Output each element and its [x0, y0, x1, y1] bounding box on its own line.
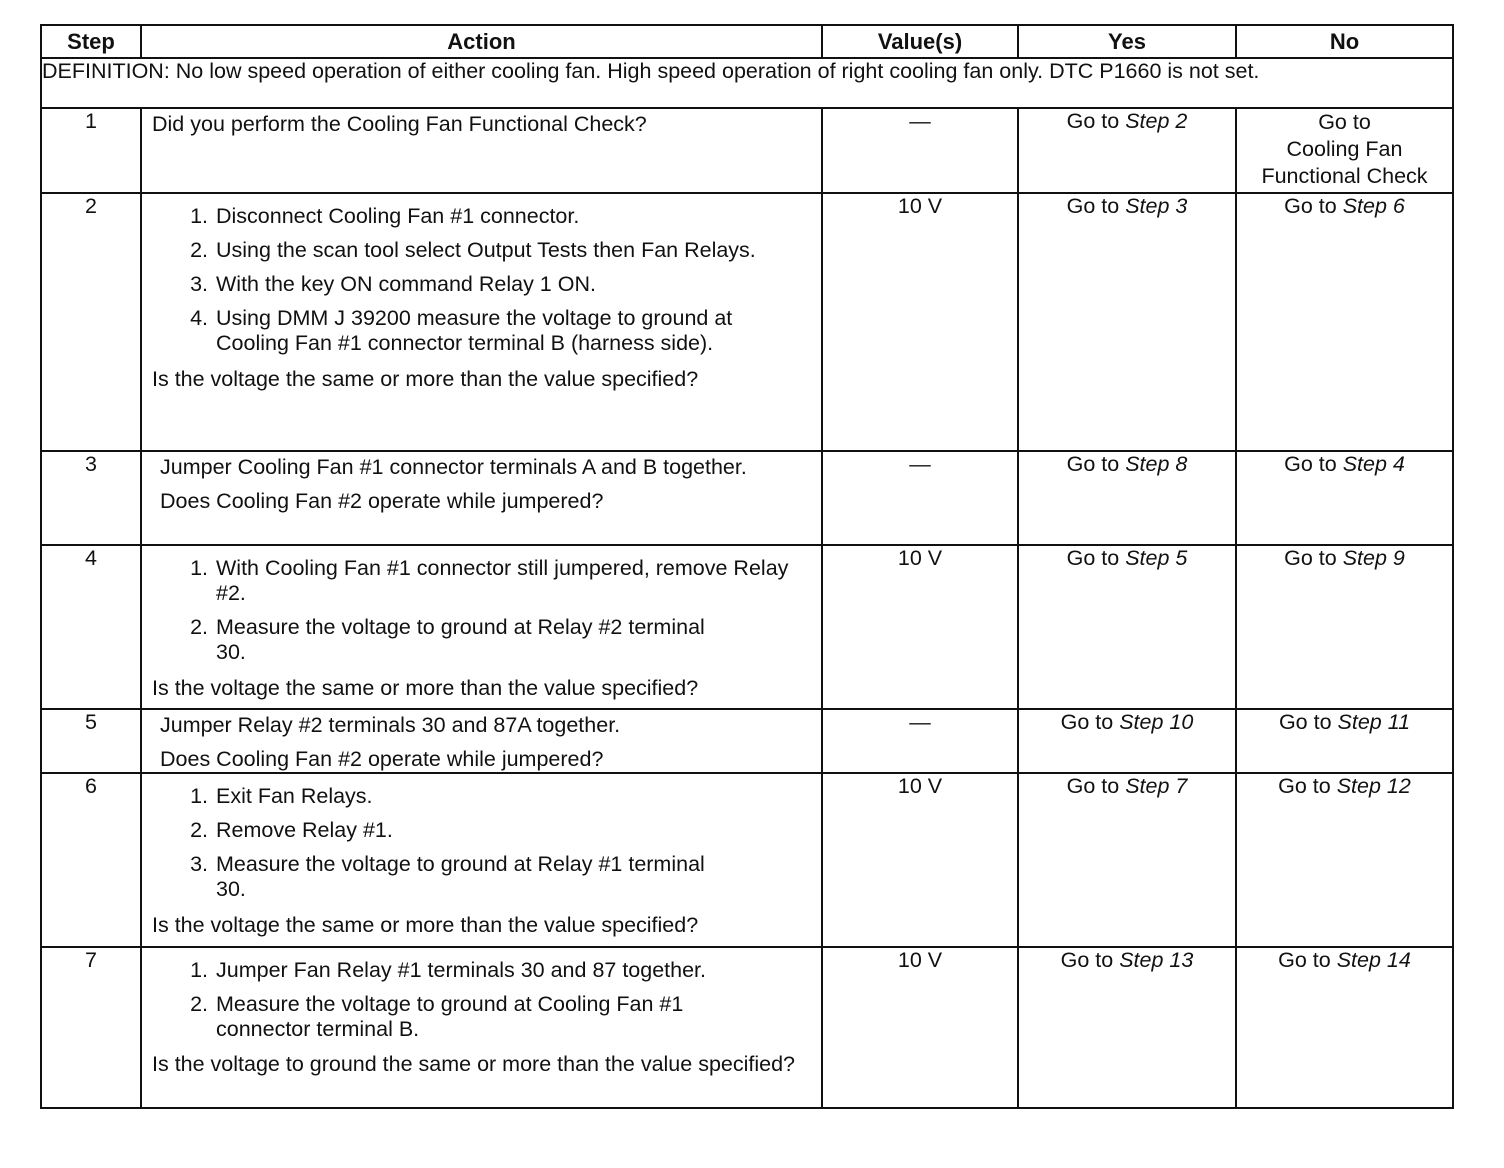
- action-cell: [141, 193, 822, 451]
- list-item: 1. Disconnect Cooling Fan #1 connector.: [190, 204, 580, 228]
- list-item: 1. Exit Fan Relays.: [190, 784, 373, 808]
- go-to-label: Go to: [1284, 452, 1337, 476]
- action-question: Is the voltage the same or more than the value specified?: [152, 367, 699, 391]
- step-number: 6: [41, 773, 141, 947]
- action-question: Is the voltage the same or more than the value specified?: [152, 676, 699, 700]
- no-cell[interactable]: [1236, 545, 1453, 709]
- no-cell[interactable]: [1236, 108, 1453, 193]
- table-row: [41, 947, 1453, 1108]
- action-cell: [141, 545, 822, 709]
- header-values: Value(s): [822, 25, 1018, 58]
- action-steps: [152, 958, 821, 1051]
- yes-step-link[interactable]: Step 5: [1125, 546, 1188, 570]
- list-item: 3. Measure the voltage to ground at Relay #1 terminal 30.: [190, 852, 705, 901]
- action-steps: [152, 556, 821, 674]
- go-to-label: Go to: [1284, 546, 1337, 570]
- list-item: 3. With the key ON command Relay 1 ON.: [190, 272, 596, 296]
- list-item: 1. With Cooling Fan #1 connector still jumpered, remove Relay #2.: [190, 556, 789, 605]
- no-line-1: Go to: [1318, 110, 1371, 134]
- value-cell: —: [822, 108, 1018, 193]
- step-number: 1: [41, 108, 141, 193]
- action-question: Does Cooling Fan #2 operate while jumpered?: [160, 747, 604, 771]
- action-cell: [141, 451, 822, 545]
- yes-cell[interactable]: [1018, 773, 1236, 947]
- go-to-label: Go to: [1284, 194, 1337, 218]
- step-number: 5: [41, 709, 141, 773]
- no-cell[interactable]: [1236, 773, 1453, 947]
- go-to-label: Go to: [1278, 948, 1331, 972]
- no-step-link[interactable]: Step 11: [1337, 710, 1411, 734]
- list-item: 1. Jumper Fan Relay #1 terminals 30 and 87 together.: [190, 958, 707, 982]
- go-to-label: Go to: [1066, 452, 1120, 476]
- yes-step-link[interactable]: Step 13: [1119, 948, 1194, 972]
- no-cell[interactable]: [1236, 193, 1453, 451]
- value-cell: 10 V: [822, 193, 1018, 451]
- no-cell[interactable]: [1236, 709, 1453, 773]
- value-cell: 10 V: [822, 773, 1018, 947]
- list-item: 2. Measure the voltage to ground at Relay #2 terminal 30.: [190, 615, 705, 664]
- no-line-2[interactable]: Cooling Fan: [1286, 137, 1403, 161]
- go-to-label: Go to: [1066, 194, 1120, 218]
- definition-row: [41, 58, 1453, 108]
- yes-step-link[interactable]: Step 7: [1125, 774, 1188, 798]
- value-cell: 10 V: [822, 545, 1018, 709]
- value-cell: —: [822, 709, 1018, 773]
- action-paragraph: Did you perform the Cooling Fan Functional Check?: [152, 112, 647, 136]
- yes-cell[interactable]: [1018, 193, 1236, 451]
- table-row: [41, 108, 1453, 193]
- action-question: Is the voltage the same or more than the value specified?: [152, 913, 699, 937]
- action-cell: [141, 773, 822, 947]
- action-question: Is the voltage to ground the same or more than the value specified?: [152, 1052, 796, 1076]
- no-step-link[interactable]: Step 4: [1342, 452, 1405, 476]
- step-number: 2: [41, 193, 141, 451]
- header-action: Action: [141, 25, 822, 58]
- go-to-label: Go to: [1060, 710, 1114, 734]
- table-row: [41, 193, 1453, 451]
- step-number: 4: [41, 545, 141, 709]
- action-paragraph: Jumper Cooling Fan #1 connector terminals A and B together.: [160, 455, 747, 479]
- go-to-label: Go to: [1066, 546, 1120, 570]
- header-no: No: [1236, 25, 1453, 58]
- header-step: Step: [41, 25, 141, 58]
- no-line-3[interactable]: Functional Check: [1261, 164, 1428, 188]
- action-paragraph: Jumper Relay #2 terminals 30 and 87A together.: [160, 713, 621, 737]
- go-to-label: Go to: [1278, 710, 1332, 734]
- no-step-link[interactable]: Step 12: [1336, 774, 1411, 798]
- yes-cell[interactable]: [1018, 709, 1236, 773]
- action-cell: [141, 709, 822, 773]
- yes-cell[interactable]: [1018, 947, 1236, 1108]
- value-cell: —: [822, 451, 1018, 545]
- list-item: 2. Using the scan tool select Output Tests then Fan Relays.: [190, 238, 756, 262]
- action-steps: [152, 784, 821, 911]
- table-row: [41, 545, 1453, 709]
- action-cell: [141, 108, 822, 193]
- yes-step-link[interactable]: Step 10: [1119, 710, 1194, 734]
- diagnostic-table: [40, 24, 1454, 1109]
- action-cell: [141, 947, 822, 1108]
- header-yes: Yes: [1018, 25, 1236, 58]
- action-steps: [152, 204, 821, 365]
- step-number: 7: [41, 947, 141, 1108]
- go-to-label: Go to: [1066, 109, 1120, 133]
- header-row: [41, 25, 1453, 58]
- table-row: [41, 773, 1453, 947]
- action-question: Does Cooling Fan #2 operate while jumpered?: [160, 489, 604, 513]
- list-item: 2. Measure the voltage to ground at Cooling Fan #1 connector terminal B.: [190, 992, 684, 1041]
- go-to-label: Go to: [1278, 774, 1331, 798]
- yes-cell[interactable]: [1018, 545, 1236, 709]
- yes-step-link[interactable]: Step 8: [1125, 452, 1188, 476]
- go-to-label: Go to: [1066, 774, 1120, 798]
- no-cell[interactable]: [1236, 451, 1453, 545]
- list-item: 4. Using DMM J 39200 measure the voltage to ground at Cooling Fan #1 connector terminal B (harness side).: [190, 306, 733, 355]
- no-step-link[interactable]: Step 6: [1342, 194, 1405, 218]
- yes-cell[interactable]: [1018, 451, 1236, 545]
- go-to-label: Go to: [1060, 948, 1114, 972]
- step-number: 3: [41, 451, 141, 545]
- table-row: [41, 709, 1453, 773]
- yes-step-link[interactable]: Step 3: [1125, 194, 1188, 218]
- value-cell: 10 V: [822, 947, 1018, 1108]
- no-cell[interactable]: [1236, 947, 1453, 1108]
- yes-cell[interactable]: [1018, 108, 1236, 193]
- no-step-link[interactable]: Step 9: [1342, 546, 1405, 570]
- no-step-link[interactable]: Step 14: [1336, 948, 1411, 972]
- table-row: [41, 451, 1453, 545]
- definition-text: DEFINITION: No low speed operation of either cooling fan. High speed operation of right cooling fan only. DTC P1660 is not set.: [41, 58, 1453, 108]
- yes-step-link[interactable]: Step 2: [1125, 109, 1188, 133]
- list-item: 2. Remove Relay #1.: [190, 818, 393, 842]
